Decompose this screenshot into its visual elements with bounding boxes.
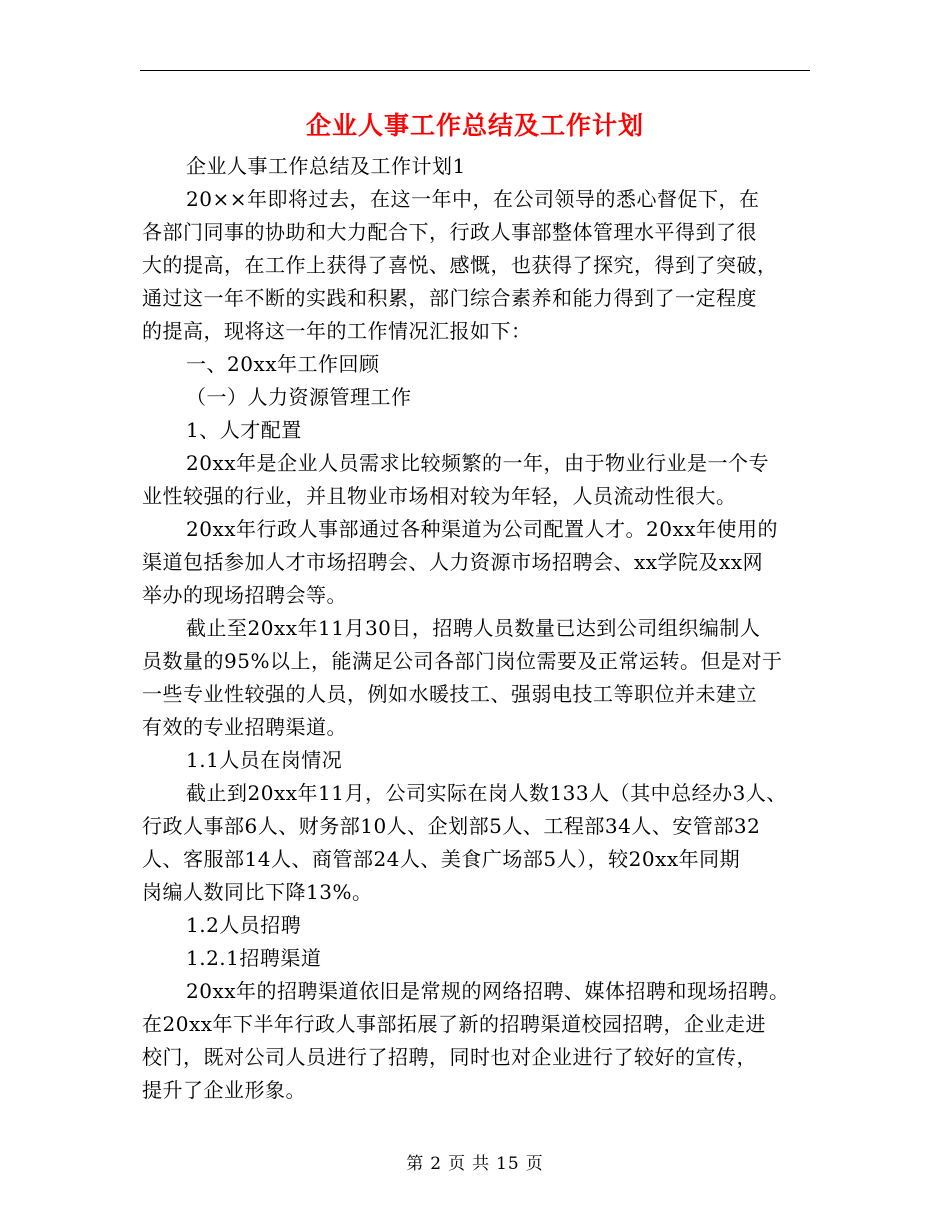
body-line: 20xx年行政人事部通过各种渠道为公司配置人才。20xx年使用的 bbox=[186, 517, 779, 541]
body-line: 截止到20xx年11月，公司实际在岗人数133人（其中总经办3人、 bbox=[186, 781, 787, 805]
footer-current-page: 2 bbox=[430, 1154, 443, 1174]
body-line: 通过这一年不断的实践和积累，部门综合素养和能力得到了一定程度 bbox=[142, 286, 757, 310]
document-title: 企业人事工作总结及工作计划 bbox=[305, 111, 644, 140]
body-line: 大的提高，在工作上获得了喜悦、感慨，也获得了探究，得到了突破， bbox=[142, 253, 778, 277]
body-line: 业性较强的行业，并且物业市场相对较为年轻，人员流动性很大。 bbox=[142, 484, 737, 508]
body-line: 的提高，现将这一年的工作情况汇报如下： bbox=[142, 319, 532, 343]
body-line: 1.2人员招聘 bbox=[186, 913, 302, 937]
footer-label-di: 第 bbox=[406, 1154, 425, 1174]
body-line: 1、人才配置 bbox=[186, 418, 302, 442]
body-line: 员数量的95%以上，能满足公司各部门岗位需要及正常运转。但是对于 bbox=[142, 649, 783, 673]
body-line: 有效的专业招聘渠道。 bbox=[142, 715, 347, 739]
body-line: 渠道包括参加人才市场招聘会、人力资源市场招聘会、xx学院及xx网 bbox=[142, 550, 764, 574]
body-line: 企业人事工作总结及工作计划1 bbox=[186, 154, 466, 178]
footer-label-ye-2: 页 bbox=[525, 1154, 544, 1174]
document-body bbox=[142, 150, 822, 1107]
body-line: 一些专业性较强的人员，例如水暖技工、强弱电技工等职位并未建立 bbox=[142, 682, 757, 706]
body-line: 20xx年是企业人员需求比较频繁的一年，由于物业行业是一个专 bbox=[186, 451, 770, 475]
page-footer bbox=[0, 1152, 950, 1176]
body-line: 在20xx年下半年行政人事部拓展了新的招聘渠道校园招聘，企业走进 bbox=[142, 1012, 767, 1036]
body-line: 提升了企业形象。 bbox=[142, 1078, 306, 1102]
body-line: （一）人力资源管理工作 bbox=[186, 385, 412, 409]
footer-label-ye: 页 bbox=[448, 1154, 467, 1174]
body-line: 举办的现场招聘会等。 bbox=[142, 583, 347, 607]
footer-total-pages: 15 bbox=[496, 1154, 520, 1174]
body-line: 校门，既对公司人员进行了招聘，同时也对企业进行了较好的宣传， bbox=[142, 1045, 757, 1069]
body-line: 一、20xx年工作回顾 bbox=[186, 352, 380, 376]
body-line: 截止至20xx年11月30日，招聘人员数量已达到公司组织编制人 bbox=[186, 616, 761, 640]
body-line: 1.2.1招聘渠道 bbox=[186, 946, 322, 970]
body-line: 20××年即将过去，在这一年中，在公司领导的悉心督促下，在 bbox=[186, 187, 760, 211]
body-line: 20xx年的招聘渠道依旧是常规的网络招聘、媒体招聘和现场招聘。 bbox=[186, 979, 790, 1003]
footer-label-gong: 共 bbox=[472, 1154, 491, 1174]
header-rule bbox=[140, 70, 810, 71]
body-line: 行政人事部6人、财务部10人、企划部5人、工程部34人、安管部32 bbox=[142, 814, 761, 838]
body-line: 人、客服部14人、商管部24人、美食广场部5人），较20xx年同期 bbox=[142, 847, 741, 871]
body-line: 岗编人数同比下降13%。 bbox=[142, 880, 373, 904]
body-line: 1.1人员在岗情况 bbox=[186, 748, 343, 772]
body-line: 各部门同事的协助和大力配合下，行政人事部整体管理水平得到了很 bbox=[142, 220, 757, 244]
